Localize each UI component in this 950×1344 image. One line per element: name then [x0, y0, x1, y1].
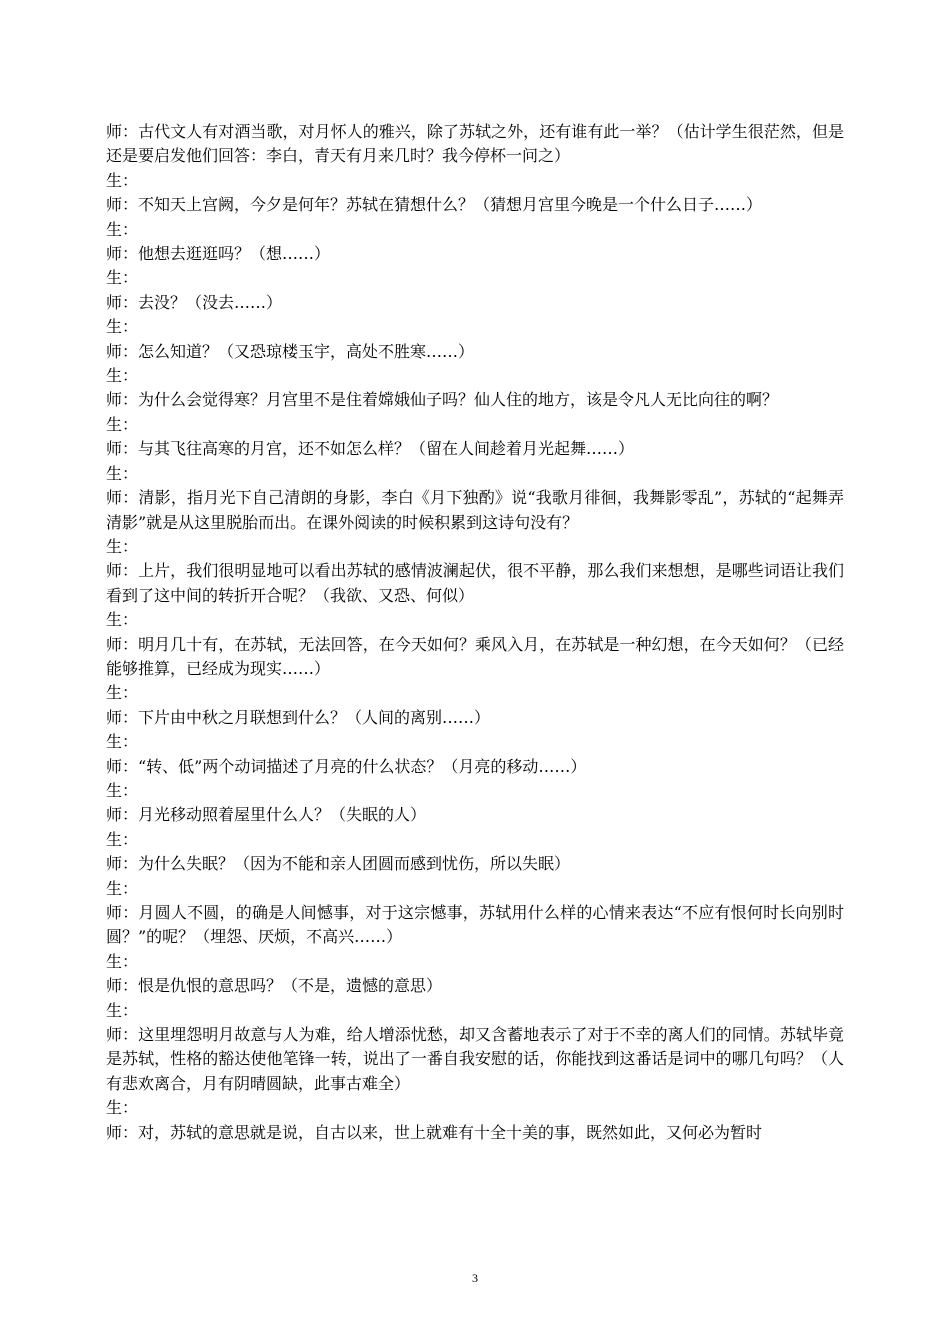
dialogue-line: 师：不知天上宫阙，今夕是何年？苏轼在猜想什么？（猜想月宫里今晚是一个什么日子……）: [106, 195, 763, 215]
dialogue-line: 师：与其飞往高寒的月宫，还不如怎么样？（留在人间趁着月光起舞……）: [106, 439, 635, 459]
dialogue-line: 师：这里埋怨明月故意与人为难，给人增添忧愁，却又含蓄地表示了对于不幸的离人们的同情。苏轼毕竟是苏轼，性格的豁达使他笔锋一转，说出了一番自我安慰的话，你能找到这番话是词中的哪几句吗？（人有悲欢离合，月有阴晴圆缺，此事古难全）: [106, 1025, 844, 1093]
dialogue-line: 师：去没？（没去……）: [106, 292, 283, 312]
dialogue-line: 生：: [106, 170, 139, 190]
dialogue-line: 生：: [106, 219, 139, 239]
dialogue-line: 师：为什么会觉得寒？月宫里不是住着嫦娥仙子吗？仙人住的地方，该是令凡人无比向往的啊？: [106, 390, 779, 410]
dialogue-line: 师：月光移动照着屋里什么人？（失眠的人）: [106, 805, 427, 825]
dialogue-line: 生：: [106, 610, 139, 630]
dialogue-line: 生：: [106, 317, 139, 337]
dialogue-line: 师：恨是仇恨的意思吗？（不是，遗憾的意思）: [106, 976, 443, 996]
dialogue-line: 生：: [106, 829, 139, 849]
dialogue-line: 师：为什么失眠？（因为不能和亲人团圆而感到忧伤，所以失眠）: [106, 854, 571, 874]
dialogue-line: 生：: [106, 780, 139, 800]
dialogue-line: 生：: [106, 366, 139, 386]
dialogue-line: 师：月圆人不圆，的确是人间憾事，对于这宗憾事，苏轼用什么样的心情来表达“不应有恨何时长向别时圆？”的呢？（埋怨、厌烦，不高兴……）: [106, 903, 844, 947]
dialogue-line: 师：清影，指月光下自己清朗的身影，李白《月下独酌》说“我歌月徘徊，我舞影零乱”，苏轼的“起舞弄清影”就是从这里脱胎而出。在课外阅读的时候积累到这诗句没有？: [106, 488, 844, 532]
dialogue-line: 师：怎么知道？（又恐琼楼玉宇，高处不胜寒……）: [106, 341, 475, 361]
dialogue-line: 生：: [106, 951, 139, 971]
dialogue-line: 生：: [106, 268, 139, 288]
dialogue-line: 生：: [106, 732, 139, 752]
dialogue-line: 生：: [106, 1000, 139, 1020]
dialogue-line: 师：上片，我们很明显地可以看出苏轼的感情波澜起伏，很不平静，那么我们来想想，是哪些词语让我们看到了这中间的转折开合呢？（我欲、又恐、何似）: [106, 561, 844, 605]
dialogue-line: 师：明月几十有，在苏轼，无法回答，在今天如何？乘风入月，在苏轼是一种幻想，在今天如何？（已经能够推算，已经成为现实……）: [106, 634, 844, 678]
dialogue-line: 师：“转、低”两个动词描述了月亮的什么状态？（月亮的移动……）: [106, 756, 587, 776]
dialogue-line: 生：: [106, 463, 139, 483]
dialogue-line: 师：对，苏轼的意思就是说，自古以来，世上就难有十全十美的事，既然如此，又何必为暂时: [106, 1122, 763, 1142]
dialogue-line: 师：下片由中秋之月联想到什么？（人间的离别……）: [106, 707, 491, 727]
dialogue-line: 师：古代文人有对酒当歌，对月怀人的雅兴，除了苏轼之外，还有谁有此一举？（估计学生很茫然，但是还是要启发他们回答：李白，青天有月来几时？我今停杯一问之）: [106, 122, 844, 166]
dialogue-line: 生：: [106, 1098, 139, 1118]
page-number: 3: [472, 1271, 478, 1285]
dialogue-text-body: [106, 120, 844, 1145]
dialogue-line: 生：: [106, 414, 139, 434]
dialogue-line: 生：: [106, 536, 139, 556]
dialogue-line: 生：: [106, 683, 139, 703]
dialogue-line: 师：他想去逛逛吗？（想……）: [106, 244, 331, 264]
dialogue-line: 生：: [106, 878, 139, 898]
